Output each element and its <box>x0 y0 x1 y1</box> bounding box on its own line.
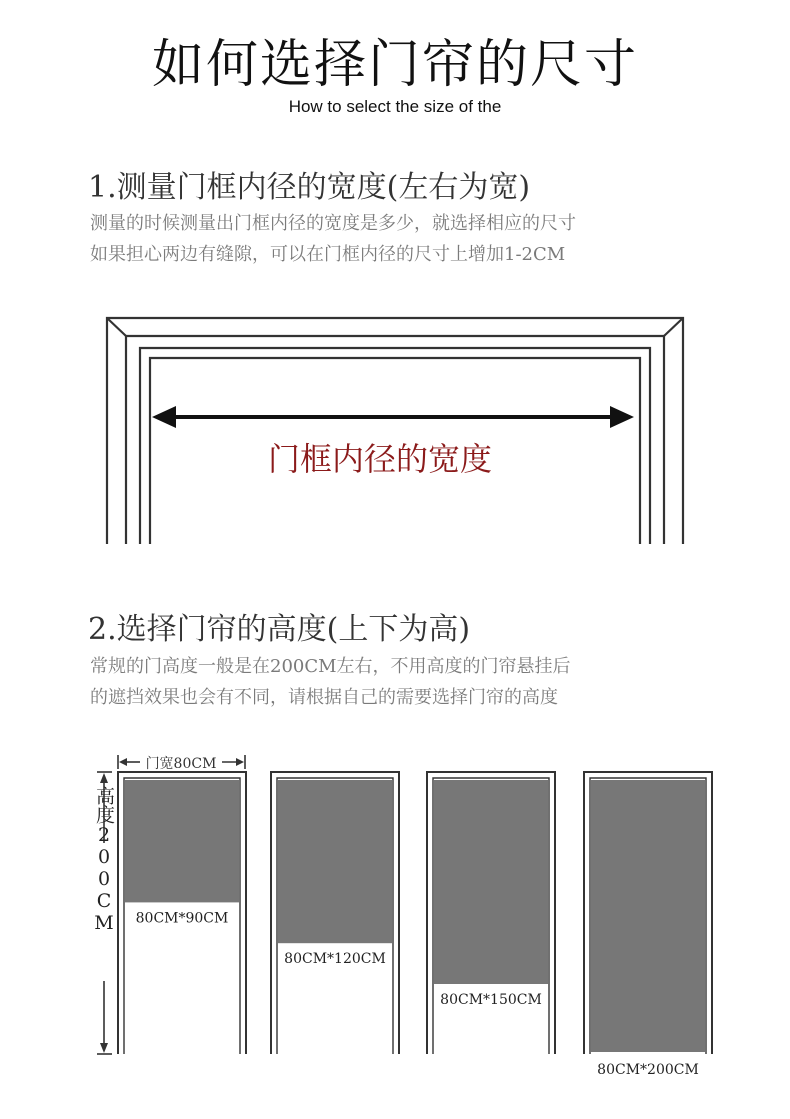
section2-heading: 2.选择门帘的高度(上下为高) <box>88 612 471 647</box>
section1-body <box>90 208 576 270</box>
curtain-panel <box>591 780 705 1052</box>
page-subtitle: How to select the size of the <box>288 97 502 116</box>
section2-body-line: 的遮挡效果也会有不同，请根据自己的需要选择门帘的高度 <box>90 687 558 708</box>
width-arrow <box>152 406 634 428</box>
curtain-panel <box>434 780 548 984</box>
curtain-size-label: 80CM*200CM <box>597 1062 699 1078</box>
door-height-label: 高度200CM <box>93 786 115 934</box>
curtain-height-diagram <box>0 745 790 1095</box>
section2-body-line: 常规的门高度一般是在200CM左右，不用高度的门帘悬挂后 <box>90 656 571 677</box>
section1-heading: 1.测量门框内径的宽度(左右为宽) <box>88 170 531 205</box>
section2-body <box>90 651 571 713</box>
curtain-size-label: 80CM*120CM <box>284 951 386 968</box>
curtain-panel <box>125 780 239 902</box>
section1-body-line: 测量的时候测量出门框内径的宽度是多少，就选择相应的尺寸 <box>90 213 576 234</box>
curtain-panel <box>278 780 392 943</box>
door-frame-width-diagram <box>0 300 790 550</box>
curtain-size-label: 80CM*150CM <box>440 992 542 1008</box>
inner-width-label: 门框内径的宽度 <box>267 440 493 478</box>
section1-body-line: 如果担心两边有缝隙，可以在门框内径的尺寸上增加1-2CM <box>90 244 566 265</box>
curtain-size-label: 80CM*90CM <box>135 910 229 927</box>
page-title: 如何选择门帘的尺寸 <box>151 35 638 95</box>
door-width-label: 门宽80CM <box>145 756 217 772</box>
door-1 <box>118 772 246 1054</box>
door-4 <box>584 772 712 1078</box>
door-3 <box>427 772 555 1054</box>
door-2 <box>271 772 399 1054</box>
